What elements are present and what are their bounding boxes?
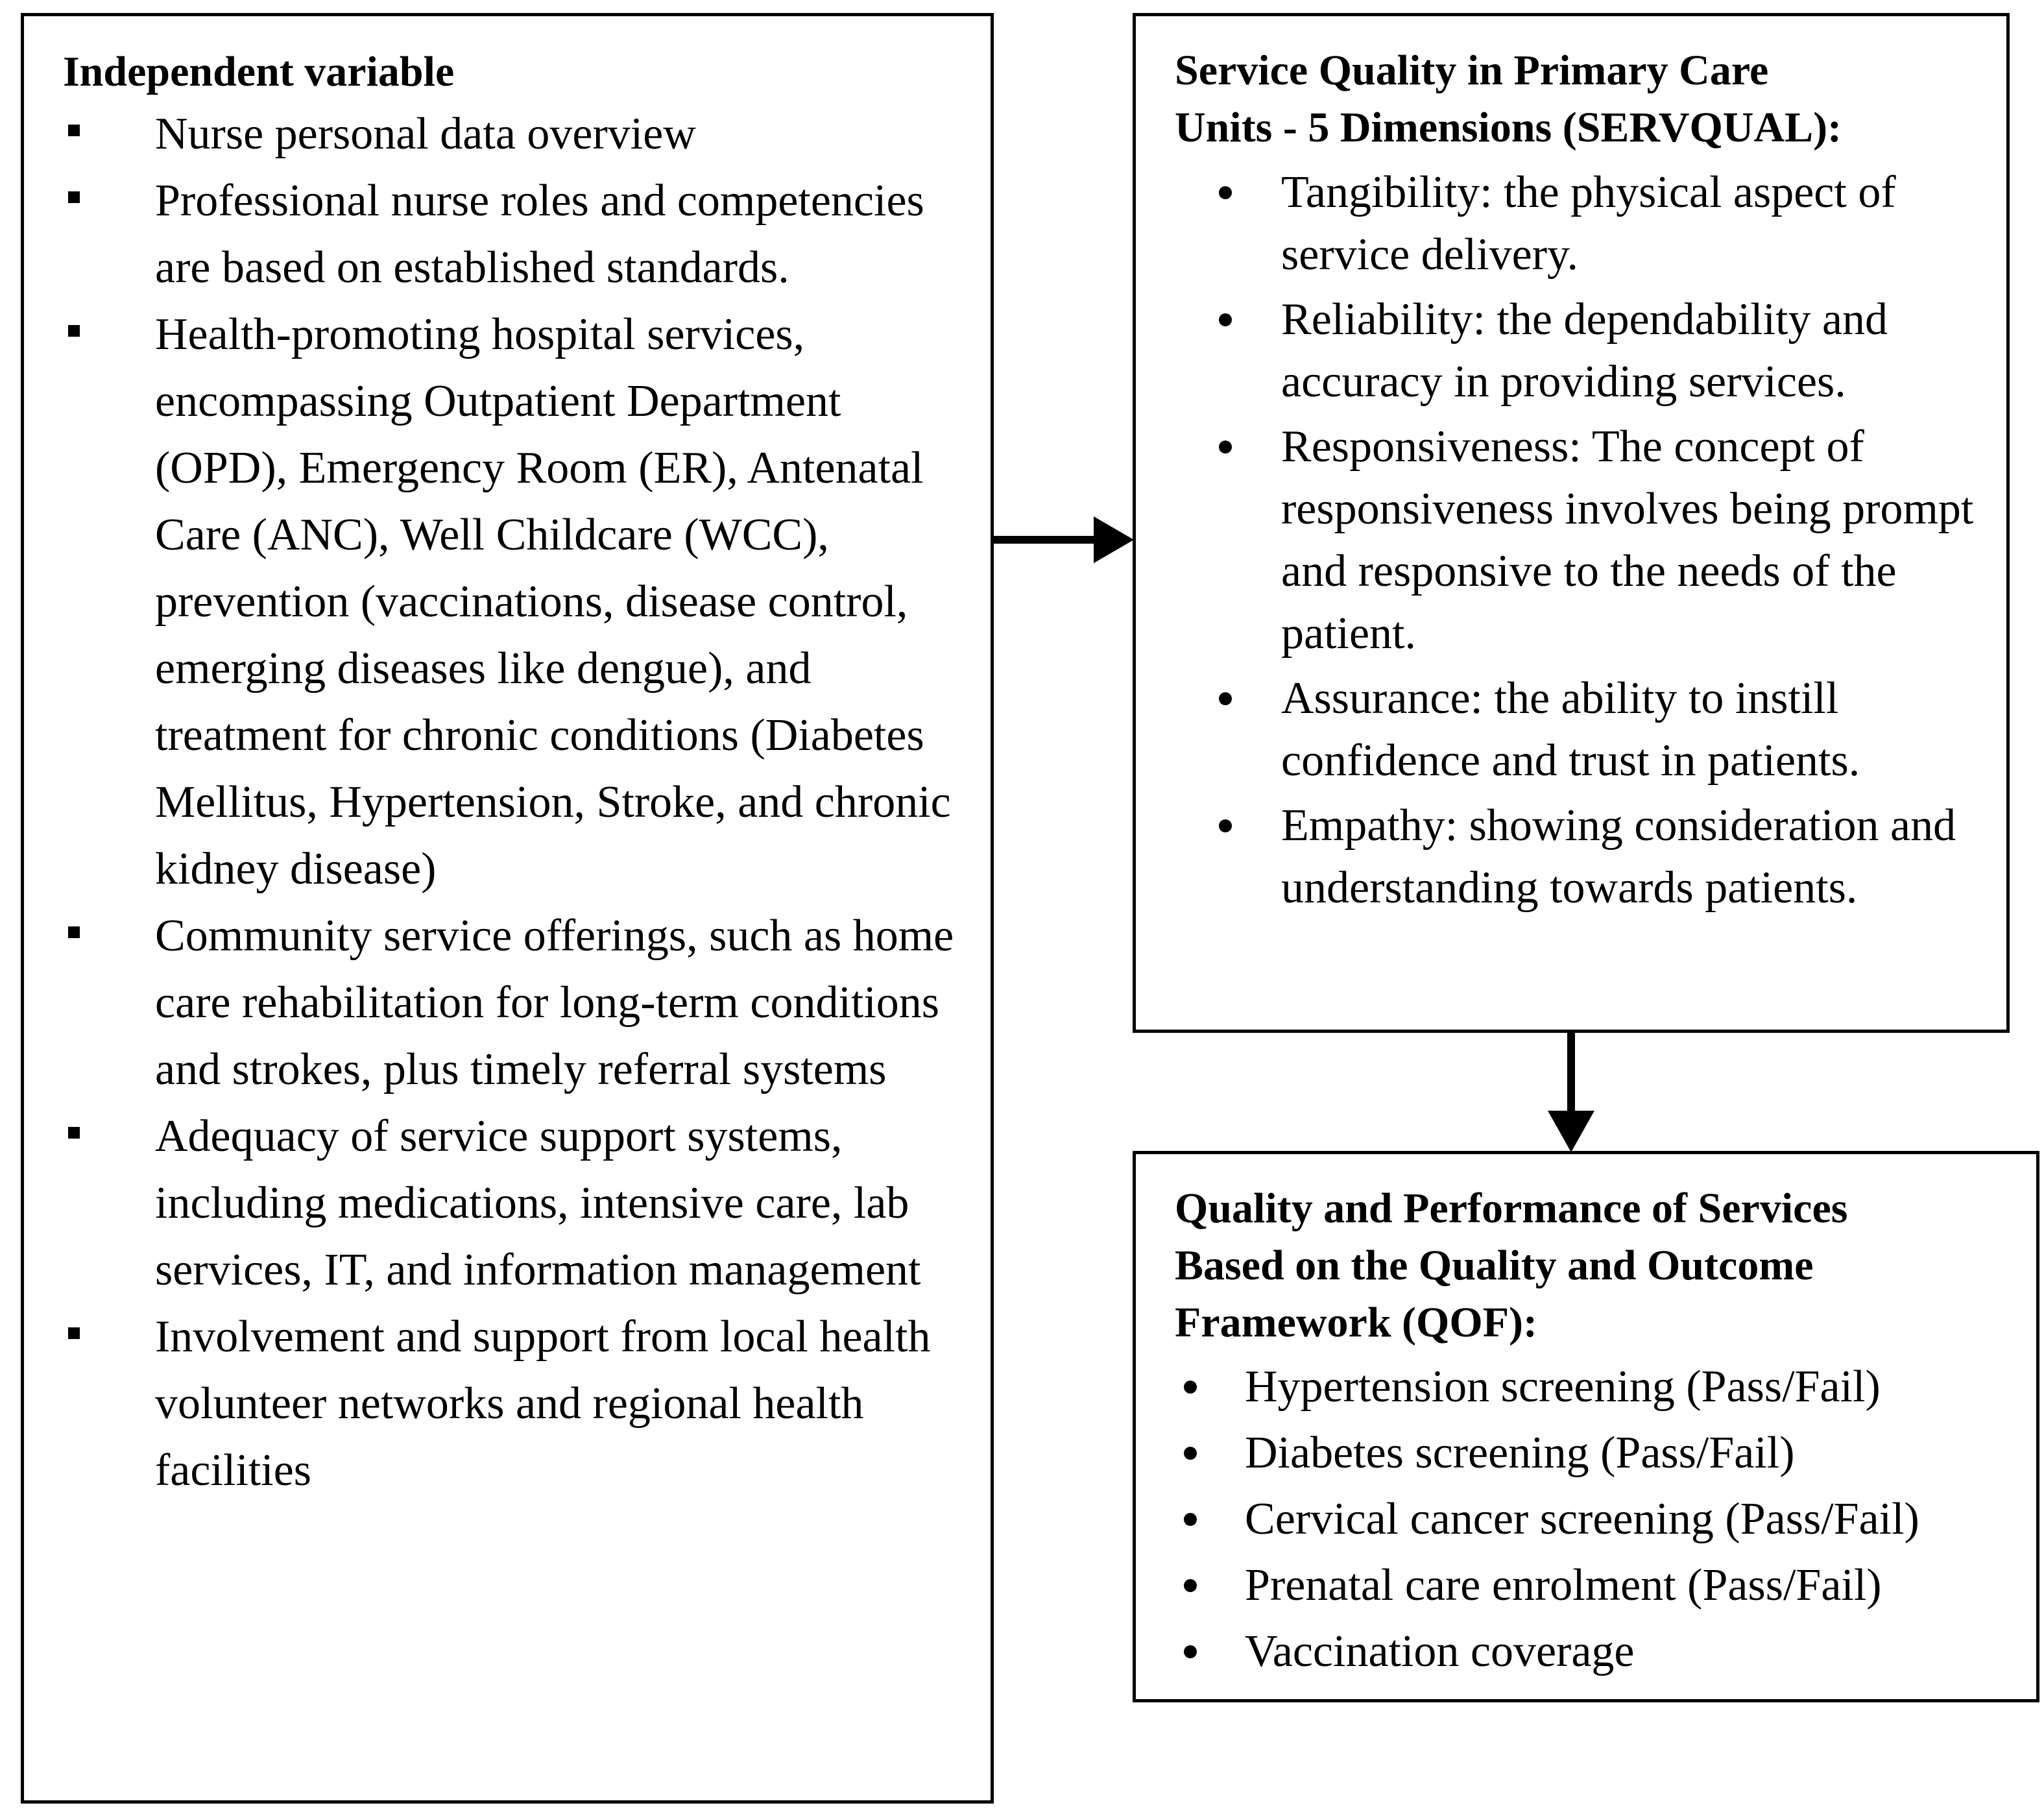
round-bullet-icon	[1219, 441, 1232, 453]
list-item: Responsiveness: The concept of responsiveness involves being prompt and responsive to the needs of the patient.	[1175, 416, 1987, 665]
list-item: Hypertension screening (Pass/Fail)	[1175, 1354, 2023, 1420]
list-item: Diabetes screening (Pass/Fail)	[1175, 1420, 2023, 1486]
servqual-title-line: Units - 5 Dimensions (SERVQUAL):	[1175, 104, 1842, 151]
list-item: Reliability: the dependability and accuracy in providing services.	[1175, 289, 1987, 413]
arrow-head-down-icon	[1548, 1111, 1594, 1152]
round-bullet-icon	[1184, 1447, 1197, 1460]
list-item: Community service offerings, such as home care rehabilitation for long-term conditions and strokes, plus timely referral systems	[63, 902, 965, 1103]
square-bullet-icon	[68, 1327, 80, 1339]
square-bullet-icon	[68, 125, 80, 136]
qof-box	[1133, 1151, 2039, 1702]
list-item: Empathy: showing consideration and understanding towards patients.	[1175, 795, 1987, 919]
arrow-left-to-servqual	[992, 516, 1134, 563]
qof-title-line: Quality and Performance of Services	[1175, 1185, 1848, 1232]
round-bullet-icon	[1184, 1381, 1197, 1394]
list-item: Health-promoting hospital services, encompassing Outpatient Department (OPD), Emergency Room (ER), Antenatal Care (ANC), Well Childcare (WCC), prevention (vaccinations, disease control, emerging diseases like dengue), and treatment for chronic conditions (Diabetes Mellitus, Hypertension, Stroke, and chronic kidney disease)	[63, 301, 965, 902]
qof-title	[1175, 1180, 2023, 1351]
list-item: Professional nurse roles and competencies are based on established standards.	[63, 167, 965, 301]
servqual-title-line: Service Quality in Primary Care	[1175, 47, 1769, 94]
list-item: Tangibility: the physical aspect of service delivery.	[1175, 162, 1987, 286]
round-bullet-icon	[1184, 1645, 1197, 1658]
list-item: Nurse personal data overview	[63, 101, 965, 167]
square-bullet-icon	[68, 926, 80, 938]
qof-list	[1175, 1354, 2023, 1685]
servqual-box	[1133, 13, 2010, 1033]
round-bullet-icon	[1184, 1579, 1197, 1592]
round-bullet-icon	[1184, 1513, 1197, 1526]
square-bullet-icon	[68, 325, 80, 337]
servqual-list	[1175, 162, 1987, 919]
round-bullet-icon	[1219, 692, 1232, 705]
arrow-head-right-icon	[1094, 516, 1134, 563]
independent-variable-title: Independent variable	[63, 48, 455, 95]
round-bullet-icon	[1219, 313, 1232, 326]
list-item: Involvement and support from local health volunteer networks and regional health facilities	[63, 1303, 965, 1504]
list-item: Cervical cancer screening (Pass/Fail)	[1175, 1486, 2023, 1552]
qof-title-line: Based on the Quality and Outcome	[1175, 1242, 1814, 1289]
list-item: Assurance: the ability to instill confidence and trust in patients.	[1175, 668, 1987, 792]
list-item: Adequacy of service support systems, including medications, intensive care, lab services, IT, and information management	[63, 1103, 965, 1303]
list-item: Prenatal care enrolment (Pass/Fail)	[1175, 1552, 2023, 1619]
round-bullet-icon	[1219, 819, 1232, 832]
square-bullet-icon	[68, 1127, 80, 1139]
square-bullet-icon	[68, 191, 80, 203]
list-item: Vaccination coverage	[1175, 1619, 2023, 1685]
qof-title-line: Framework (QOF):	[1175, 1299, 1537, 1346]
independent-variable-list	[63, 101, 965, 1504]
arrow-servqual-to-qof	[1548, 1032, 1594, 1152]
round-bullet-icon	[1219, 186, 1232, 199]
independent-variable-box	[21, 13, 994, 1804]
servqual-title	[1175, 42, 1987, 156]
